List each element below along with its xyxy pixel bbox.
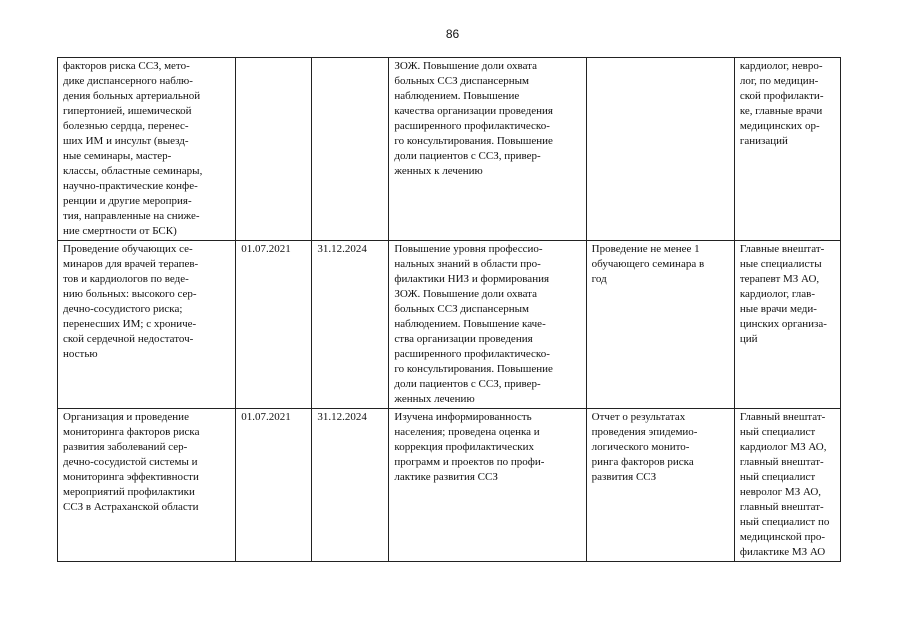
result-cell: Повышение уровня профессио- нальных знаний в области про- филактики НИЗ и формирования ЗОЖ. Повышение доли охвата больных ССЗ диспансерным наблюдением. Повышение каче- ства организации проведения расширенного профилактическо- го консультирования. Повышение доли пациентов с ССЗ, привер- женных лечению: [389, 241, 586, 409]
start-date-cell: 01.07.2021: [236, 241, 312, 409]
result-cell: ЗОЖ. Повышение доли охвата больных ССЗ диспансерным наблюдением. Повышение качества организации проведения расширенного профилактическо- го консультирования. Повышение доли пациентов с ССЗ, привер- женных к лечению: [389, 58, 586, 241]
start-date-cell: 01.07.2021: [236, 409, 312, 562]
end-date-cell: 31.12.2024: [312, 409, 389, 562]
page-number: 86: [445, 27, 460, 41]
table-row: [58, 409, 841, 562]
table-row: [58, 58, 841, 241]
responsible-cell: кардиолог, невро- лог, по медицин- ской профилакти- ке, главные врачи медицинских ор- ганизаций: [734, 58, 840, 241]
table-row: [58, 241, 841, 409]
responsible-cell: Главные внештат- ные специалисты терапевт МЗ АО, кардиолог, глав- ные врачи меди- цинских организа- ций: [734, 241, 840, 409]
indicator-cell: Проведение не менее 1 обучающего семинара в год: [586, 241, 734, 409]
measure-cell: факторов риска ССЗ, мето- дике диспансерного наблю- дения больных артериальной гипертонией, ишемической болезнью сердца, перенес- ших ИМ и инсульт (выезд- ные семинары, мастер- классы, областные семинары, научно-практические конфе- ренции и другие мероприя- тия, направленные на сниже- ние смертности от БСК): [58, 58, 236, 241]
measure-cell: Организация и проведение мониторинга факторов риска развития заболеваний сер- дечно-сосудистой системы и мониторинга эффективности мероприятий профилактики ССЗ в Астраханской области: [58, 409, 236, 562]
end-date-cell: 31.12.2024: [312, 241, 389, 409]
indicator-cell: [586, 58, 734, 241]
result-cell: Изучена информированность населения; проведена оценка и коррекция профилактических программ и проектов по профи- лактике развития ССЗ: [389, 409, 586, 562]
end-date-cell: [312, 58, 389, 241]
indicator-cell: Отчет о результатах проведения эпидемио- логического монито- ринга факторов риска развития ССЗ: [586, 409, 734, 562]
measure-cell: Проведение обучающих се- минаров для врачей терапев- тов и кардиологов по веде- нию больных: высокого сер- дечно-сосудистого риска; перенесших ИМ; с хрониче- ской сердечной недостаточ- ностью: [58, 241, 236, 409]
responsible-cell: Главный внештат- ный специалист кардиолог МЗ АО, главный внештат- ный специалист невролог МЗ АО, главный внештат- ный специалист по медицинской про- филактике МЗ АО: [734, 409, 840, 562]
start-date-cell: [236, 58, 312, 241]
plan-table: [57, 57, 841, 562]
